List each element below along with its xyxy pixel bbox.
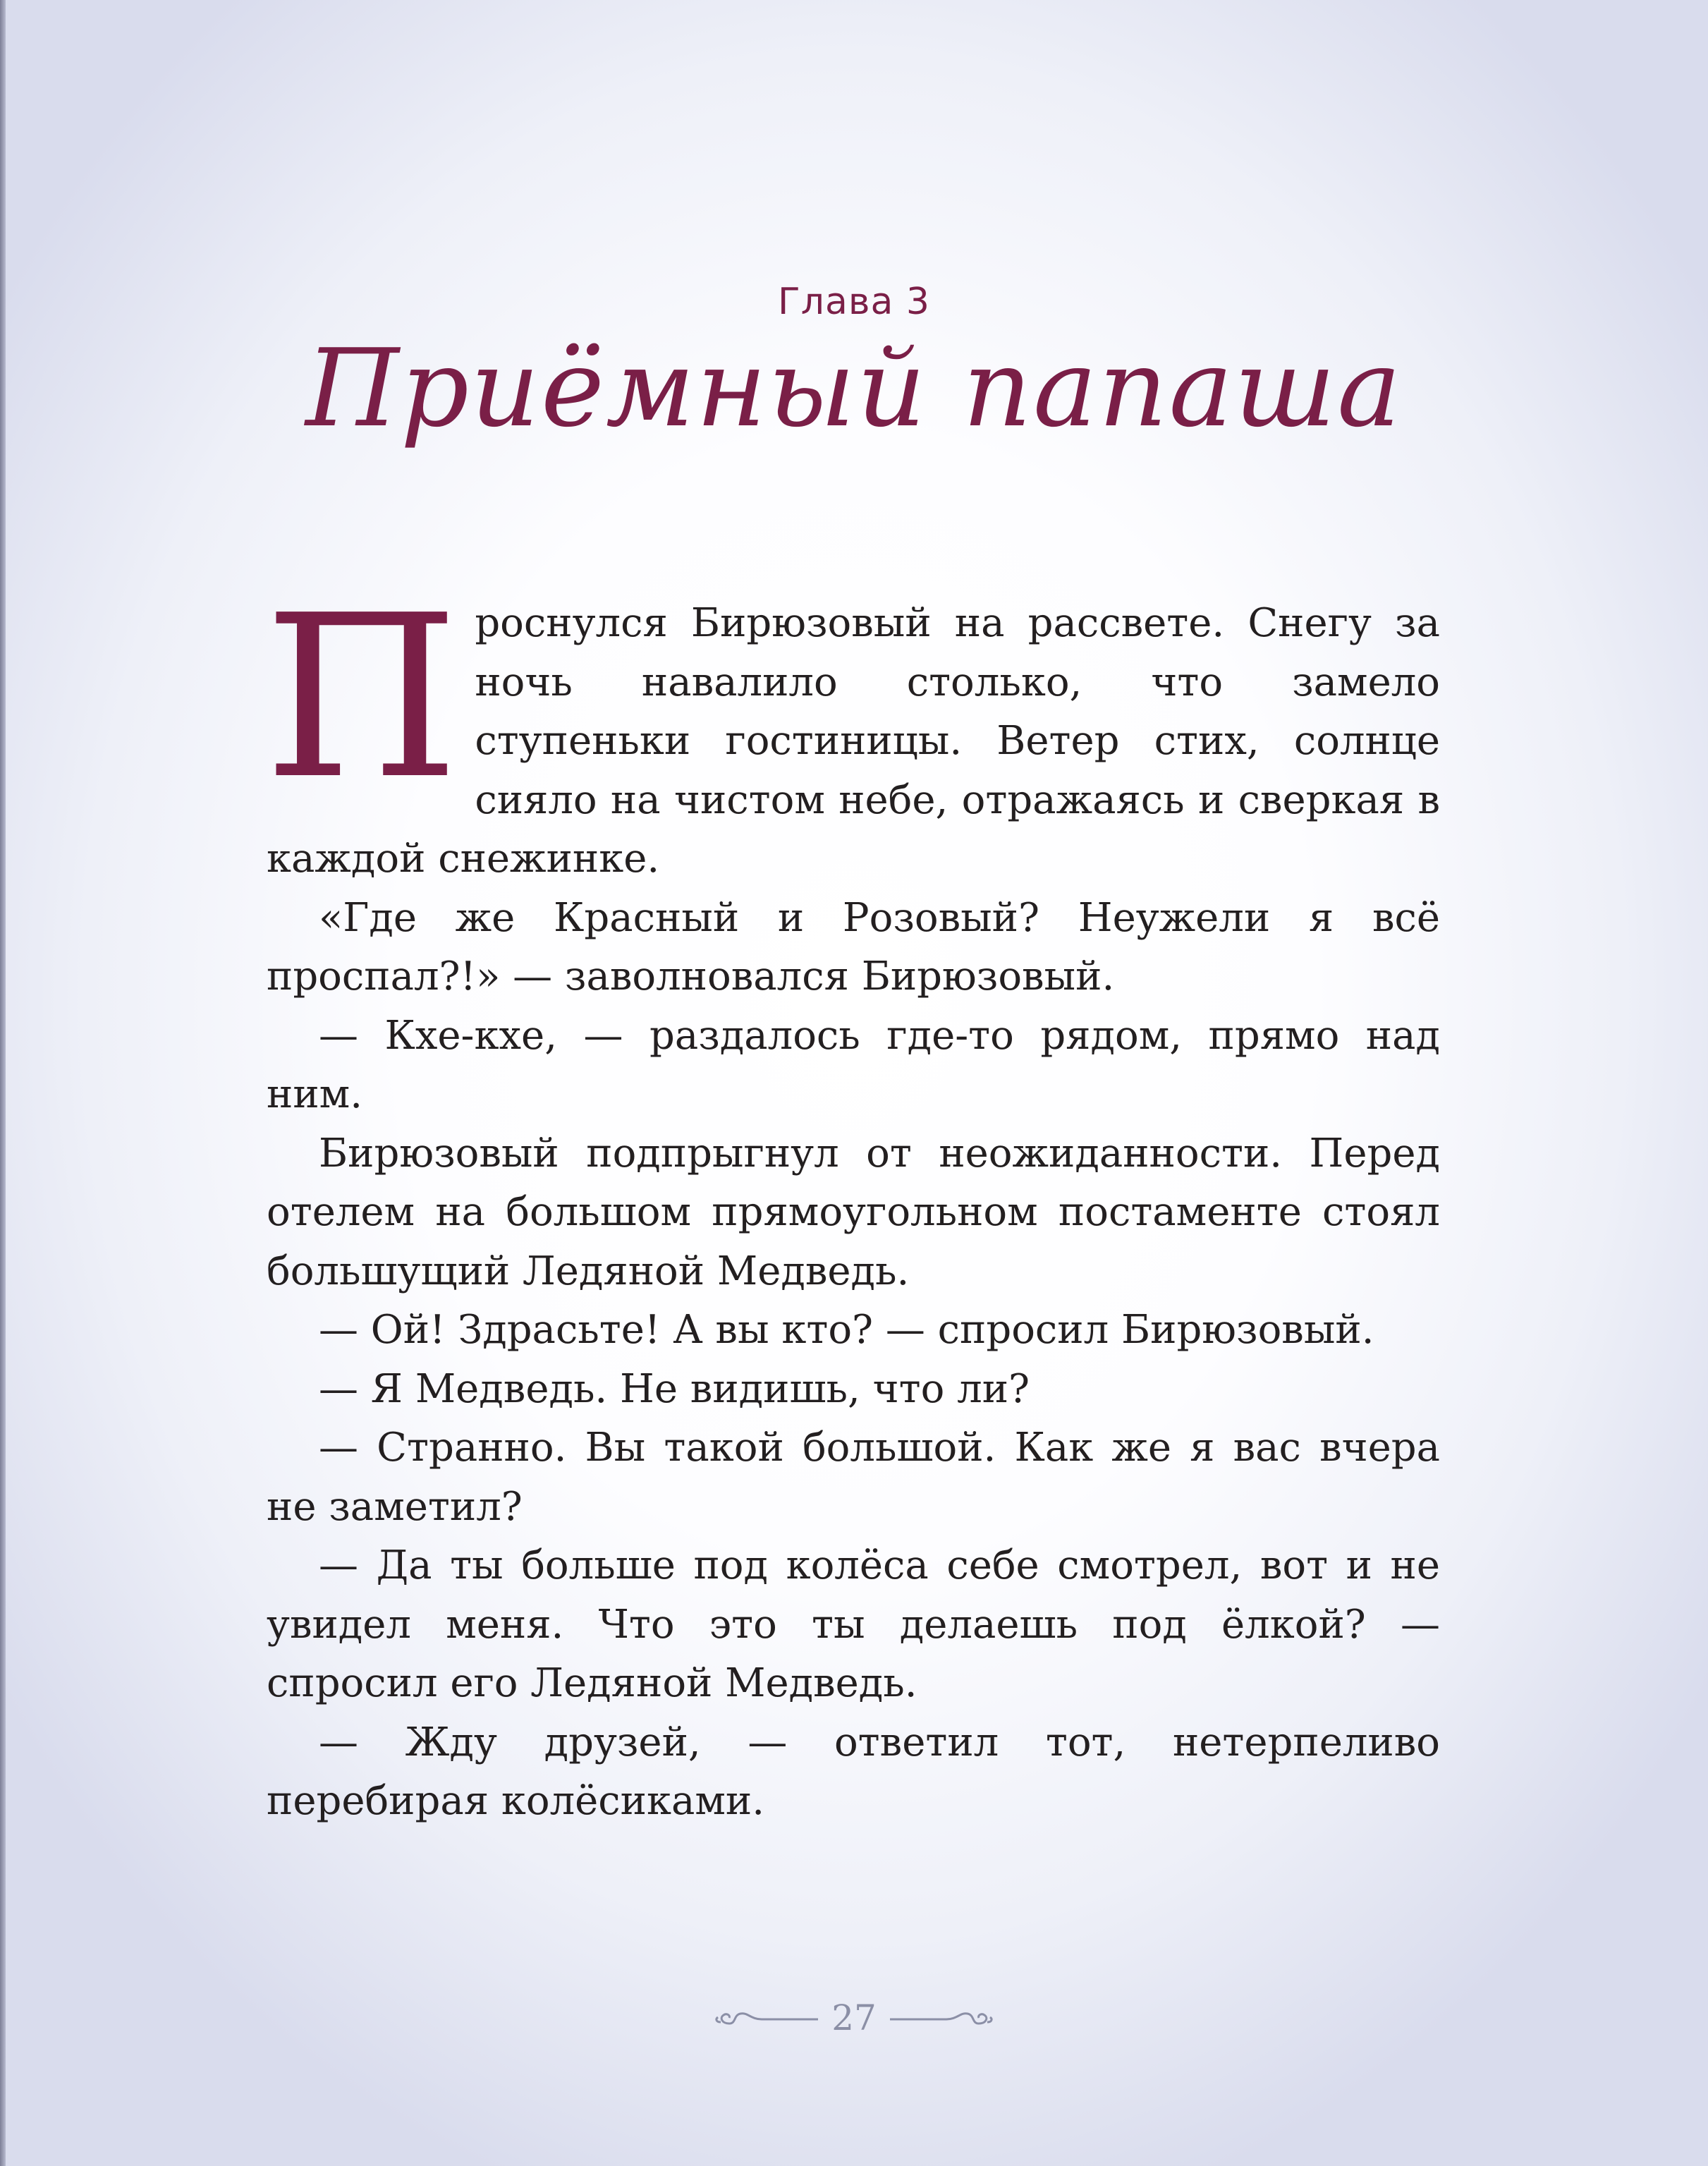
paragraph-1 bbox=[264, 567, 1440, 889]
left-flourish-icon bbox=[712, 2004, 818, 2032]
paragraph-7: — Странно. Вы такой большой. Как же я вас вчера не заметил? bbox=[267, 1425, 1440, 1530]
page-number: 27 bbox=[831, 1997, 877, 2038]
chapter-label: Глава 3 bbox=[778, 281, 930, 323]
chapter-title: Приёмный папаша bbox=[305, 326, 1403, 451]
paragraph-4: Бирюзовый подпрыгнул от неожиданности. Перед отелем на большом прямоугольном постаменте стоял большущий Ледяной Медведь. bbox=[267, 1130, 1440, 1294]
page-edge bbox=[0, 0, 6, 2166]
page-footer bbox=[0, 1997, 1708, 2047]
paragraph-6: — Я Медведь. Не видишь, что ли? bbox=[319, 1365, 1030, 1412]
paragraph-5: — Ой! Здрасьте! А вы кто? — спросил Бирюзовый. bbox=[319, 1307, 1374, 1353]
right-flourish-icon bbox=[890, 2004, 996, 2032]
paragraph-1-text: роснулся Бирюзовый на рассвете. Снегу за ночь навалило столько, что замело ступеньки гостиницы. Ветер стих, солнце сияло на чистом небе, отражаясь и сверкая в каждой снежинке. bbox=[267, 600, 1440, 882]
paragraph-2: «Где же Красный и Розовый? Неужели я всё проспал?!» — заволновался Бирюзовый. bbox=[267, 894, 1440, 999]
paragraph-3: — Кхе-кхе, — раздалось где-то рядом, прямо над ним. bbox=[267, 1012, 1440, 1117]
paragraph-8: — Да ты больше под колёса себе смотрел, вот и не увидел меня. Что это ты делаешь под ёлкой? — спросил его Ледяной Медведь. bbox=[267, 1543, 1440, 1706]
paragraph-9: — Жду друзей, — ответил тот, нетерпеливо перебирая колёсиками. bbox=[267, 1719, 1440, 1824]
drop-cap: П bbox=[264, 567, 460, 828]
chapter-text bbox=[264, 567, 1440, 1831]
